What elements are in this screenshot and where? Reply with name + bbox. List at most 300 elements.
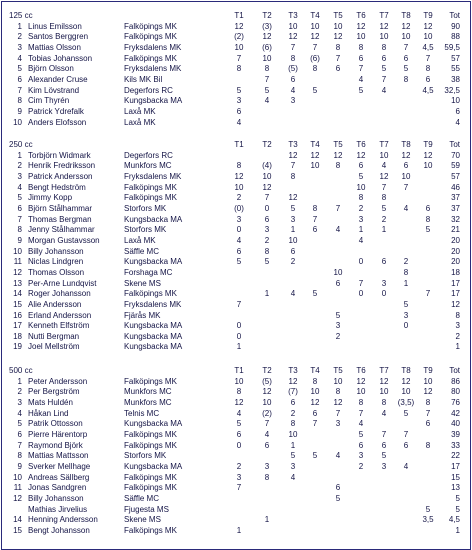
column-header: Tot bbox=[449, 140, 460, 149]
round-points: (5) bbox=[262, 376, 272, 386]
round-points: 8 bbox=[290, 419, 296, 429]
club-name: Fryksdalens MK bbox=[124, 299, 182, 309]
round-points: 0 bbox=[236, 440, 242, 450]
round-points: 2 bbox=[236, 461, 242, 471]
table-row bbox=[2, 75, 470, 86]
total-points: 70 bbox=[451, 150, 460, 160]
total-points: 20 bbox=[451, 257, 460, 267]
column-header: T3 bbox=[288, 11, 298, 20]
table-row bbox=[2, 236, 470, 247]
section-header-row bbox=[2, 11, 470, 22]
total-points: 76 bbox=[451, 397, 460, 407]
table-row bbox=[2, 257, 470, 268]
position-cell: 16 bbox=[13, 310, 22, 320]
table-row bbox=[2, 483, 470, 494]
round-points: 6 bbox=[381, 257, 387, 267]
rider-name: Bengt Johansson bbox=[28, 525, 90, 535]
round-points: 7 bbox=[236, 299, 242, 309]
round-points: 8 bbox=[381, 42, 387, 52]
round-points: 12 bbox=[288, 32, 298, 42]
round-points: 2 bbox=[358, 203, 364, 213]
position-cell: 7 bbox=[17, 85, 22, 95]
round-points: 7 bbox=[264, 74, 270, 84]
position-cell: 9 bbox=[17, 461, 22, 471]
table-row bbox=[2, 86, 470, 97]
round-points: 10 bbox=[288, 21, 298, 31]
column-header: T6 bbox=[356, 366, 366, 375]
table-row bbox=[2, 505, 470, 516]
total-points: 55 bbox=[451, 64, 460, 74]
table-row bbox=[2, 409, 470, 420]
club-name: Laxå MK bbox=[124, 106, 156, 116]
table-row bbox=[2, 54, 470, 65]
round-points: 10 bbox=[288, 429, 298, 439]
club-name: Falköpings MK bbox=[124, 525, 177, 535]
round-points: 8 bbox=[358, 193, 364, 203]
round-points: 0 bbox=[358, 289, 364, 299]
table-row bbox=[2, 398, 470, 409]
round-points: 7 bbox=[312, 419, 318, 429]
round-points: 6 bbox=[335, 64, 341, 74]
rider-name: Jenny Stålhammar bbox=[28, 225, 95, 235]
club-name: Fryksdalens MK bbox=[124, 171, 182, 181]
round-points: 10 bbox=[379, 150, 389, 160]
club-name: Degerfors RC bbox=[124, 150, 173, 160]
table-row bbox=[2, 494, 470, 505]
position-cell: 8 bbox=[17, 225, 22, 235]
round-points: 10 bbox=[401, 387, 411, 397]
class-section bbox=[2, 366, 470, 537]
round-points: 3 bbox=[290, 96, 296, 106]
column-header: T8 bbox=[401, 366, 411, 375]
round-points: 4 bbox=[236, 235, 242, 245]
table-row bbox=[2, 515, 470, 526]
round-points: 10 bbox=[310, 161, 320, 171]
total-points: 1 bbox=[455, 342, 460, 352]
round-points: 4 bbox=[381, 161, 387, 171]
round-points: 6 bbox=[381, 440, 387, 450]
class-title: 500 cc bbox=[9, 366, 33, 375]
club-name: Fjärås MK bbox=[124, 310, 161, 320]
round-points: (4) bbox=[262, 161, 272, 171]
round-points: 0 bbox=[381, 289, 387, 299]
round-points: 8 bbox=[335, 161, 341, 171]
club-name: Kungsbacka MA bbox=[124, 214, 183, 224]
round-points: 6 bbox=[264, 214, 270, 224]
club-name: Falköpings MK bbox=[124, 182, 177, 192]
round-points: 8 bbox=[335, 42, 341, 52]
round-points: (2) bbox=[262, 408, 272, 418]
table-row bbox=[2, 377, 470, 388]
column-header: Tot bbox=[449, 11, 460, 20]
table-row bbox=[2, 419, 470, 430]
round-points: 3 bbox=[381, 278, 387, 288]
position-cell: 6 bbox=[17, 429, 22, 439]
round-points: 5 bbox=[358, 429, 364, 439]
round-points: 12 bbox=[333, 32, 343, 42]
rider-name: Morgan Gustavsson bbox=[28, 235, 100, 245]
position-cell: 12 bbox=[13, 267, 22, 277]
round-points: 7 bbox=[290, 161, 296, 171]
column-header: T8 bbox=[401, 140, 411, 149]
table-row bbox=[2, 526, 470, 537]
column-header: T1 bbox=[234, 140, 244, 149]
club-name: Falköpings MK bbox=[124, 472, 177, 482]
round-points: 2 bbox=[236, 193, 242, 203]
table-row bbox=[2, 279, 470, 290]
round-points: 4 bbox=[335, 225, 341, 235]
round-points: 6 bbox=[335, 483, 341, 493]
club-name: Munkfors MC bbox=[124, 387, 172, 397]
round-points: 7 bbox=[381, 74, 387, 84]
total-points: 40 bbox=[451, 419, 460, 429]
total-points: 1 bbox=[455, 525, 460, 535]
position-cell: 12 bbox=[13, 493, 22, 503]
round-points: 8 bbox=[403, 267, 409, 277]
position-cell: 14 bbox=[13, 515, 22, 525]
club-name: Falköpings MK bbox=[124, 21, 177, 31]
round-points: 5 bbox=[358, 171, 364, 181]
round-points: 5 bbox=[381, 64, 387, 74]
rider-name: Alexander Cruse bbox=[28, 74, 88, 84]
round-points: 10 bbox=[356, 32, 366, 42]
total-points: 46 bbox=[451, 182, 460, 192]
round-points: 6 bbox=[425, 203, 431, 213]
round-points: 4 bbox=[358, 419, 364, 429]
section-header-row bbox=[2, 140, 470, 151]
rider-name: Andreas Sällberg bbox=[28, 472, 90, 482]
position-cell: 1 bbox=[17, 150, 22, 160]
round-points: 12 bbox=[333, 397, 343, 407]
round-points: 5 bbox=[312, 451, 318, 461]
round-points: 6 bbox=[335, 278, 341, 288]
round-points: 10 bbox=[333, 376, 343, 386]
round-points: 7 bbox=[264, 193, 270, 203]
rider-name: Bengt Hedström bbox=[28, 182, 86, 192]
position-cell: 3 bbox=[17, 397, 22, 407]
round-points: 5 bbox=[358, 85, 364, 95]
rider-name: Cim Thyrén bbox=[28, 96, 70, 106]
club-name: Säffle MC bbox=[124, 493, 159, 503]
round-points: 6 bbox=[358, 53, 364, 63]
round-points: 7 bbox=[425, 408, 431, 418]
round-points: 6 bbox=[236, 246, 242, 256]
round-points: 8 bbox=[236, 64, 242, 74]
position-cell: 6 bbox=[17, 74, 22, 84]
round-points: (3) bbox=[262, 21, 272, 31]
class-title: 250 cc bbox=[9, 140, 33, 149]
round-points: 8 bbox=[312, 203, 318, 213]
round-points: 4,5 bbox=[422, 85, 434, 95]
total-points: 42 bbox=[451, 408, 460, 418]
total-points: 88 bbox=[451, 32, 460, 42]
round-points: 0 bbox=[403, 321, 409, 331]
round-points: 10 bbox=[423, 161, 433, 171]
round-points: 5 bbox=[425, 504, 431, 514]
round-points: 10 bbox=[356, 182, 366, 192]
position-cell: 10 bbox=[13, 246, 22, 256]
round-points: 7 bbox=[264, 419, 270, 429]
column-header: T2 bbox=[262, 11, 272, 20]
round-points: 2 bbox=[290, 257, 296, 267]
club-name: Kils MK Bil bbox=[124, 74, 163, 84]
total-points: 5 bbox=[455, 493, 460, 503]
round-points: 6 bbox=[358, 161, 364, 171]
total-points: 8 bbox=[455, 310, 460, 320]
total-points: 13 bbox=[451, 483, 460, 493]
round-points: 3 bbox=[335, 419, 341, 429]
table-row bbox=[2, 43, 470, 54]
round-points: 3 bbox=[236, 96, 242, 106]
round-points: 7 bbox=[335, 203, 341, 213]
round-points: 7 bbox=[358, 278, 364, 288]
position-cell: 2 bbox=[17, 161, 22, 171]
round-points: 5 bbox=[312, 85, 318, 95]
round-points: 6 bbox=[312, 408, 318, 418]
club-name: Fryksdalens MK bbox=[124, 64, 182, 74]
table-row bbox=[2, 22, 470, 33]
total-points: 4,5 bbox=[448, 515, 460, 525]
column-header: T4 bbox=[310, 366, 320, 375]
round-points: 5 bbox=[236, 419, 242, 429]
round-points: 7 bbox=[403, 42, 409, 52]
round-points: 4 bbox=[236, 408, 242, 418]
rider-name: Per-Arne Lundqvist bbox=[28, 278, 97, 288]
round-points: 10 bbox=[262, 397, 272, 407]
round-points: 5 bbox=[264, 85, 270, 95]
table-row bbox=[2, 289, 470, 300]
club-name: Kungsbacka MA bbox=[124, 257, 183, 267]
round-points: 6 bbox=[425, 74, 431, 84]
club-name: Munkfors MC bbox=[124, 397, 172, 407]
table-row bbox=[2, 247, 470, 258]
round-points: 2 bbox=[381, 214, 387, 224]
position-cell: 2 bbox=[17, 387, 22, 397]
round-points: 4 bbox=[358, 235, 364, 245]
total-points: 20 bbox=[451, 246, 460, 256]
column-header: T5 bbox=[333, 11, 343, 20]
rider-name: Raymond Björk bbox=[28, 440, 83, 450]
round-points: 7 bbox=[425, 289, 431, 299]
total-points: 17 bbox=[451, 278, 460, 288]
rider-name: Mats Huldén bbox=[28, 397, 73, 407]
total-points: 15 bbox=[451, 472, 460, 482]
round-points: 7 bbox=[358, 408, 364, 418]
round-points: 12 bbox=[379, 171, 389, 181]
round-points: 1 bbox=[290, 440, 296, 450]
round-points: 6 bbox=[290, 74, 296, 84]
total-points: 37 bbox=[451, 203, 460, 213]
round-points: 12 bbox=[234, 397, 244, 407]
table-row bbox=[2, 64, 470, 75]
round-points: 5 bbox=[381, 451, 387, 461]
round-points: 8 bbox=[381, 193, 387, 203]
table-row bbox=[2, 107, 470, 118]
position-cell: 5 bbox=[17, 419, 22, 429]
rider-name: Kenneth Elfström bbox=[28, 321, 90, 331]
total-points: 6 bbox=[455, 106, 460, 116]
position-cell: 18 bbox=[13, 331, 22, 341]
club-name: Skene MS bbox=[124, 278, 161, 288]
round-points: 2 bbox=[290, 408, 296, 418]
column-header: T4 bbox=[310, 140, 320, 149]
table-row bbox=[2, 342, 470, 353]
round-points: 6 bbox=[236, 106, 242, 116]
round-points: 1 bbox=[403, 278, 409, 288]
club-name: Kungsbacka MA bbox=[124, 321, 183, 331]
position-cell: 5 bbox=[17, 193, 22, 203]
position-cell: 19 bbox=[13, 342, 22, 352]
table-row bbox=[2, 118, 470, 129]
round-points: 5 bbox=[403, 299, 409, 309]
round-points: 5 bbox=[425, 225, 431, 235]
round-points: 7 bbox=[236, 53, 242, 63]
round-points: 10 bbox=[423, 32, 433, 42]
rider-name: Peter Andersson bbox=[28, 376, 88, 386]
round-points: 12 bbox=[262, 182, 272, 192]
round-points: 7 bbox=[403, 182, 409, 192]
table-row bbox=[2, 225, 470, 236]
round-points: 0 bbox=[264, 203, 270, 213]
round-points: 10 bbox=[401, 32, 411, 42]
rider-name: Thomas Bergman bbox=[28, 214, 92, 224]
round-points: 3 bbox=[290, 214, 296, 224]
club-name: Storfors MK bbox=[124, 451, 167, 461]
column-header: T9 bbox=[423, 366, 433, 375]
round-points: 3 bbox=[236, 214, 242, 224]
table-row bbox=[2, 151, 470, 162]
round-points: 6 bbox=[381, 53, 387, 63]
rider-name: Billy Johansson bbox=[28, 246, 84, 256]
rider-name: Pierre Härentorp bbox=[28, 429, 88, 439]
round-points: 5 bbox=[290, 451, 296, 461]
table-row bbox=[2, 451, 470, 462]
round-points: 1 bbox=[236, 342, 242, 352]
round-points: (0) bbox=[234, 203, 244, 213]
rider-name: Torbjörn Widmark bbox=[28, 150, 91, 160]
round-points: 6 bbox=[312, 225, 318, 235]
round-points: 10 bbox=[234, 42, 244, 52]
table-row bbox=[2, 462, 470, 473]
position-cell: 9 bbox=[17, 235, 22, 245]
position-cell: 13 bbox=[13, 278, 22, 288]
total-points: 39 bbox=[451, 429, 460, 439]
rider-name: Santos Berggren bbox=[28, 32, 89, 42]
table-row bbox=[2, 473, 470, 484]
round-points: 7 bbox=[403, 429, 409, 439]
round-points: 4 bbox=[381, 85, 387, 95]
column-header: T8 bbox=[401, 11, 411, 20]
total-points: 32,5 bbox=[444, 85, 460, 95]
round-points: 8 bbox=[312, 376, 318, 386]
round-points: 8 bbox=[381, 397, 387, 407]
round-points: 4 bbox=[358, 74, 364, 84]
round-points: 6 bbox=[264, 440, 270, 450]
class-title: 125 cc bbox=[9, 11, 33, 20]
column-header: T7 bbox=[379, 11, 389, 20]
round-points: 10 bbox=[288, 235, 298, 245]
round-points: 0 bbox=[358, 257, 364, 267]
column-header: Tot bbox=[449, 366, 460, 375]
club-name: Falköpings MK bbox=[124, 289, 177, 299]
round-points: 10 bbox=[262, 53, 272, 63]
round-points: 10 bbox=[401, 171, 411, 181]
rider-name: Håkan Lind bbox=[28, 408, 69, 418]
rider-name: Nutti Bergman bbox=[28, 331, 80, 341]
column-header: T5 bbox=[333, 140, 343, 149]
round-points: 4 bbox=[264, 429, 270, 439]
total-points: 20 bbox=[451, 235, 460, 245]
total-points: 57 bbox=[451, 171, 460, 181]
club-name: Fryksdalens MK bbox=[124, 42, 182, 52]
table-row bbox=[2, 268, 470, 279]
round-points: 5 bbox=[403, 408, 409, 418]
round-points: 4 bbox=[335, 451, 341, 461]
round-points: 0 bbox=[236, 225, 242, 235]
round-points: 5 bbox=[236, 85, 242, 95]
column-header: T9 bbox=[423, 11, 433, 20]
position-cell: 7 bbox=[17, 440, 22, 450]
rider-name: Mattias Olsson bbox=[28, 42, 81, 52]
club-name: Forshaga MC bbox=[124, 267, 173, 277]
position-cell: 4 bbox=[17, 182, 22, 192]
round-points: 5 bbox=[335, 493, 341, 503]
round-points: 5 bbox=[290, 203, 296, 213]
total-points: 17 bbox=[451, 289, 460, 299]
round-points: 10 bbox=[379, 387, 389, 397]
round-points: 1 bbox=[290, 225, 296, 235]
round-points: (7) bbox=[288, 387, 298, 397]
position-cell: 1 bbox=[17, 21, 22, 31]
round-points: 10 bbox=[310, 21, 320, 31]
round-points: 4 bbox=[403, 461, 409, 471]
table-row bbox=[2, 311, 470, 322]
rider-name: Tobias Johansson bbox=[28, 53, 93, 63]
table-row bbox=[2, 215, 470, 226]
round-points: 3 bbox=[335, 321, 341, 331]
rider-name: Björn Olsson bbox=[28, 64, 74, 74]
round-points: 12 bbox=[423, 387, 433, 397]
club-name: Falköpings MK bbox=[124, 429, 177, 439]
rider-name: Billy Johansson bbox=[28, 493, 84, 503]
total-points: 33 bbox=[451, 440, 460, 450]
round-points: (3,5) bbox=[397, 397, 415, 407]
round-points: 7 bbox=[381, 182, 387, 192]
club-name: Kungsbacka MA bbox=[124, 461, 183, 471]
round-points: 5 bbox=[335, 310, 341, 320]
round-points: 8 bbox=[264, 64, 270, 74]
round-points: 8 bbox=[358, 42, 364, 52]
rider-name: Henning Andersson bbox=[28, 515, 98, 525]
round-points: 12 bbox=[288, 376, 298, 386]
club-name: Degerfors RC bbox=[124, 85, 173, 95]
rider-name: Alie Andersson bbox=[28, 299, 82, 309]
position-cell: 6 bbox=[17, 203, 22, 213]
round-points: 12 bbox=[356, 21, 366, 31]
round-points: 4 bbox=[290, 85, 296, 95]
rider-name: Sverker Mellhage bbox=[28, 461, 91, 471]
club-name: Falköpings MK bbox=[124, 193, 177, 203]
round-points: 4 bbox=[381, 408, 387, 418]
round-points: 5 bbox=[264, 257, 270, 267]
total-points: 32 bbox=[451, 214, 460, 224]
round-points: 5 bbox=[381, 203, 387, 213]
rider-name: Linus Emilsson bbox=[28, 21, 82, 31]
position-cell: 10 bbox=[13, 117, 22, 127]
column-header: T3 bbox=[288, 366, 298, 375]
round-points: 12 bbox=[423, 21, 433, 31]
round-points: 1 bbox=[264, 289, 270, 299]
